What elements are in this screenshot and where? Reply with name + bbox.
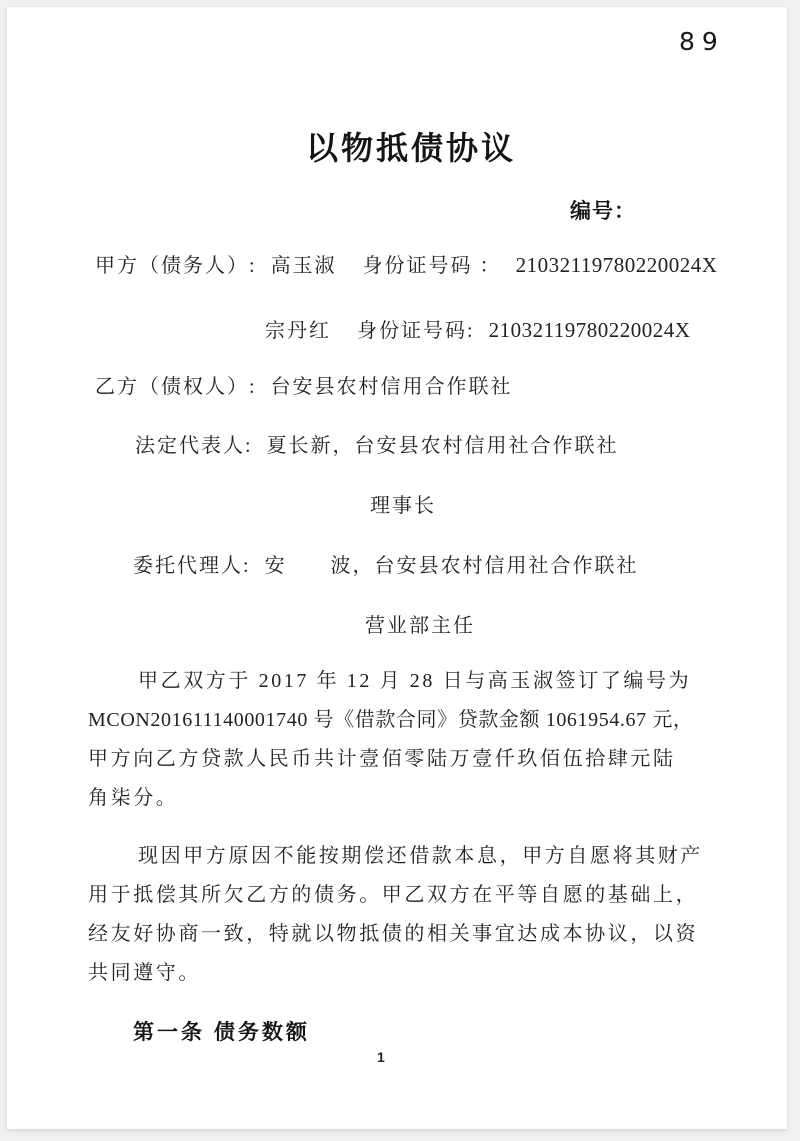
party-b-name: 台安县农村信用合作联社 xyxy=(270,376,513,398)
party-a2-id-number: 21032119780220024X xyxy=(488,318,691,342)
paragraph-line: 用于抵偿其所欠乙方的债务。甲乙双方在平等自愿的基础上， xyxy=(88,884,699,906)
entrusted-agent-line xyxy=(133,551,639,581)
section-1-heading: 第一条 债务数额 xyxy=(133,1021,310,1044)
legal-representative-line xyxy=(135,431,619,461)
party-a-id-number: 21032119780220024X xyxy=(515,253,718,277)
scanned-document-page xyxy=(7,7,787,1129)
paragraph-loan-background xyxy=(88,662,694,818)
party-a2-name: 宗丹红 xyxy=(265,320,331,342)
party-a-line xyxy=(95,250,717,281)
document-number-label: 编号： xyxy=(570,200,636,223)
party-a-id-label: 身份证号码 ： xyxy=(362,255,502,277)
party-b-label: 乙方（债权人）: xyxy=(95,376,257,398)
paragraph-line: 共同遵守。 xyxy=(88,962,201,984)
entrusted-agent-label: 委托代理人: xyxy=(133,555,251,577)
party-b-line xyxy=(95,372,513,402)
footer-page-number: 1 xyxy=(377,1049,385,1065)
legal-representative-title: 理事长 xyxy=(370,495,436,517)
party-a2-id-label: 身份证号码: xyxy=(357,320,475,342)
entrusted-agent-value: 安 波，台安县农村信用社合作联社 xyxy=(264,555,639,577)
paragraph-line: 甲乙双方于 2017 年 12 月 28 日与高玉淑签订了编号为 xyxy=(138,670,692,692)
document-title: 以物抵债协议 xyxy=(305,130,516,166)
legal-representative-label: 法定代表人: xyxy=(135,435,253,457)
party-a-name: 高玉淑 xyxy=(270,255,337,277)
paragraph-line: 经友好协商一致，特就以物抵债的相关事宜达成本协议，以资 xyxy=(88,923,699,945)
paragraph-line: 角柒分。 xyxy=(88,787,179,809)
party-a2-line xyxy=(265,315,690,346)
party-a-label: 甲方（债务人）: xyxy=(95,255,257,277)
paragraph-line: MCON201611140001740 号《借款合同》贷款金额 1061954.67 元， xyxy=(88,709,694,731)
corner-page-number: 89 xyxy=(679,27,725,56)
legal-representative-value: 夏长新，台安县农村信用社合作联社 xyxy=(266,435,619,457)
paragraph-line: 甲方向乙方贷款人民币共计壹佰零陆万壹仟玖佰伍拾肆元陆 xyxy=(88,748,676,770)
entrusted-agent-title: 营业部主任 xyxy=(365,615,475,637)
paragraph-agreement-basis xyxy=(88,837,703,993)
paragraph-line: 现因甲方原因不能按期偿还借款本息，甲方自愿将其财产 xyxy=(138,845,703,867)
